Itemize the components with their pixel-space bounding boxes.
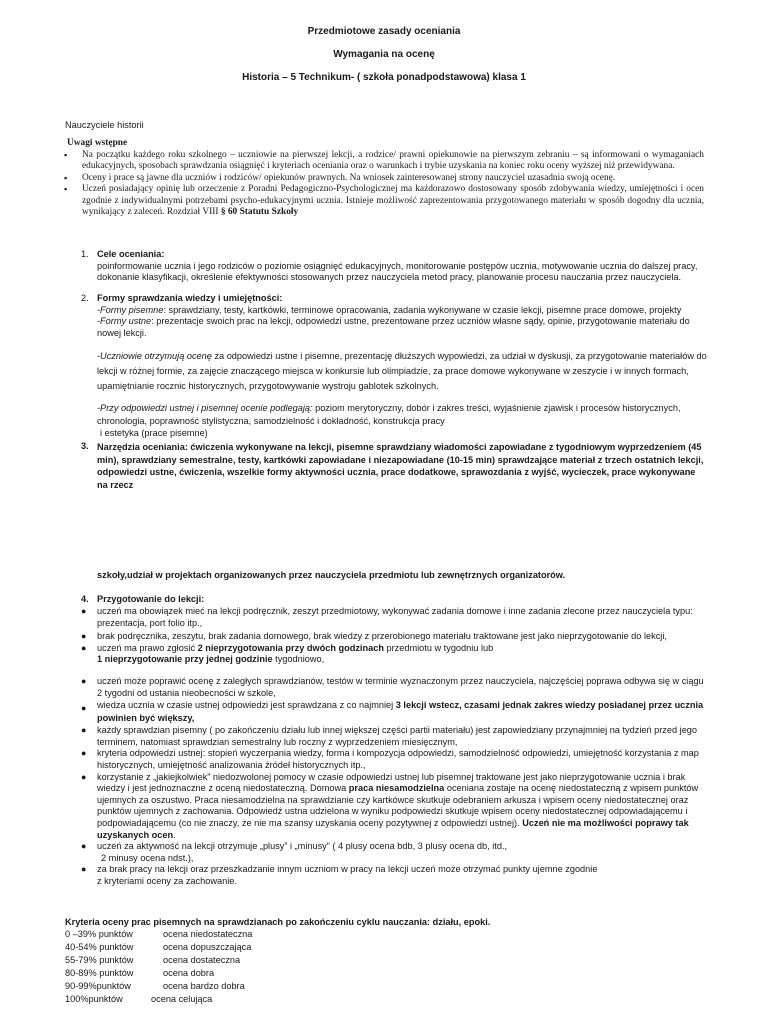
grade-range: 55-79% punktów [65, 955, 134, 965]
grade-label: ocena bardzo dobra [163, 981, 245, 991]
list-item: ● kryteria odpowiedzi ustnej: stopień wyczerpania wiedzy, forma i kompozycja odpowiedzi, samodzielność odpowiedzi, umiejętność korzystania z map historycznych, umiejętność analizowania źródeł historycznych itp., [81, 748, 699, 770]
list-item: ● uczeń za aktywność na lekcji otrzymuje „plusy” i „minusy” ( 4 plusy ocena bdb, 3 plusy ocena db, itd., 2 minusy ocena ndst.), [81, 841, 508, 863]
bullet-icon: ▪ [64, 172, 68, 183]
section-heading: Cele oceniania: [97, 249, 165, 259]
grade-range: 80-89% punktów [65, 968, 134, 978]
list-item: ● uczeń może poprawić ocenę z zaległych sprawdzianów, testów w terminie wyznaczonym przez nauczyciela, najczęściej poprawa odbywa się w ciągu 2 tygodni od ustania nieobecności w szkole, [81, 675, 704, 698]
section-number: 4. [81, 594, 89, 604]
remarks-item [64, 150, 704, 173]
list-item: ● uczeń ma prawo zgłosić 2 nieprzygotowania przy dwóch godzinach przedmiotu w tygodniu lub 1 nieprzygotowanie przy jednej godzinie tygodniowo, [81, 642, 494, 665]
statute-reference: § 60 Statutu Szkoły [220, 207, 299, 218]
preparation-list [81, 606, 711, 887]
table-row [65, 942, 465, 954]
section-heading: Przygotowanie do lekcji: [97, 594, 205, 604]
grade-label: ocena dobra [163, 968, 215, 978]
grade-range: 0 –39% punktów [65, 929, 133, 939]
list-item: ● wiedza ucznia w czasie ustnej odpowiedzi jest sprawdzana z co najmniej 3 lekcji wstecz, czasami jednak zakres wiedzy posiadanej przez ucznia powinien być większy, [81, 700, 704, 724]
grade-range: 100%punktów [65, 994, 123, 1004]
bullet-icon: ● [81, 864, 87, 875]
bullet-icon: ● [81, 748, 87, 759]
assessment-tools: Narzędzia oceniania: ćwiczenia wykonywane na lekcji, pisemne sprawdziany wiadomości zapowiadane z tygodniowym wyprzedzeniem (45 min), sprawdziany semestralne, testy, kartkówki zapowiadane i niezapowiadane (10-15 min) sprawdzające materiał z trzech ostatnich lekcji, odpowiedzi ustne, ćwiczenia, wszelkie formy aktywności ucznia, prace dodatkowe, sprawozdania z wyjść, wycieczek, prace wykonywane na rzecz [97, 442, 704, 490]
remarks-item [64, 173, 704, 184]
section-goals [97, 249, 707, 284]
grade-label: ocena celująca [151, 994, 213, 1004]
document-subtitle: Wymagania na ocenę [333, 49, 435, 60]
grade-label: ocena dostateczna [163, 955, 241, 965]
grade-label: ocena niedostateczna [163, 929, 253, 939]
list-item: ● uczeń ma obowiązek mieć na lekcji podręcznik, zeszyt przedmiotowy, wykonywać zadania domowe i inne zadania zlecone przez nauczyciela typu: prezentacja, port folio itp., [81, 606, 693, 628]
list-item: ● każdy sprawdzian pisemny ( po zakończeniu działu lub innej większej części partii materiału) jest zapowiedziany przynajmniej na tydzień przed jego terminem, natomiast sprawdzian semestralny lub roczny z wyprzedzeniem miesięcznym, [81, 725, 698, 747]
grade-range: 40-54% punktów [65, 942, 134, 952]
table-row [65, 955, 465, 967]
table-row [65, 968, 465, 980]
bullet-icon: ▪ [64, 184, 68, 195]
section-number: 3. [81, 441, 89, 451]
table-row [65, 981, 465, 993]
grade-label: ocena dopuszczająca [163, 942, 252, 952]
bullet-icon: ● [81, 642, 87, 653]
remarks-item-text: Uczeń posiadający opinię lub orzeczenie z Poradni Pedagogiczno-Psychologicznej ma każdorazowo dostosowany sposób zdobywania wiedzy, umiejętności i ocen zgodnie z indywidualnymi potrzebami psycho-edukacyjnymi ucznia. Istnieje możliwość zaprezentowania przygotowanego materiału w sposób dogodny dla ucznia, wynikający z zaleceń. Rozdział VIII [82, 184, 704, 218]
bullet-icon: ● [81, 675, 87, 686]
list-item: ● korzystanie z „jakiejkolwiek” niedozwolonej pomocy w czasie odpowiedzi ustnej lub pisemnej traktowane jest jako nieprzygotowanie ucznia i brak wiedzy i jest jednoznaczne z oceną niedostateczną. Domowa praca niesamodzielna oceniana zostaje na ocenę niedostateczną z wpisem punktów ujemnych za oszustwo. Praca niesamodzielna na sprawdzianie czy kartkówce skutkuje odebraniem arkusza i wpisem oceny niedostatecznej oraz punktów ujemnych z zachowania. Odpowiedź ustna udzielona w wyniku podpowiedzi skutkuje wpisem oceny niedostatecznej odpowiadającemu i podpowiadającemu (co nie znaczy, że nie ma szansy uzyskania oceny pozytywnej z odpowiedzi ustnej). Uczeń nie ma możliwości poprawy tak uzyskanych ocen. [81, 771, 699, 840]
bullet-icon: ● [81, 703, 87, 714]
assessment-tools-continuation: szkoły,udział w projektach organizowanych przez nauczyciela przedmiotu lub zewnętrznych organizatorów. [97, 570, 566, 580]
section-number: 2. [81, 293, 89, 303]
bullet-icon: ● [81, 841, 87, 852]
remarks-item [64, 184, 704, 218]
bullet-icon: ● [81, 725, 87, 736]
evaluated-aspects: -Przy odpowiedzi ustnej i pisemnej ocenie podlegają: poziom merytoryczny, dobór i zakres treści, wyjaśnienie zjawisk i procesów historycznych, chronologia, poprawność stylistyczna, samodzielność i dokładność, konstrukcja pracy [97, 403, 681, 426]
remarks-list [64, 150, 704, 218]
list-item: ● za brak pracy na lekcji oraz przeszkadzanie innym uczniom w pracy na lekcji uczeń może otrzymać punkty ujemne zgodnie z kryteriami oceny za zachowanie. [81, 864, 598, 886]
class-line: Historia – 5 Technikum- ( szkoła ponadpodstawowa) klasa 1 [242, 72, 526, 83]
bullet-icon: ▪ [64, 150, 68, 160]
remarks-item-text: Oceny i prace są jawne dla uczniów i rodziców/ opiekunów prawnych. Na wniosek zainteresowanej strony nauczyciel uzasadnia swoją ocenę. [82, 172, 616, 183]
author-line: Nauczyciele historii [65, 120, 144, 130]
evaluated-aspects-tail: i estetyka (prace pisemne) [100, 427, 208, 438]
section-number: 1. [81, 249, 89, 259]
oral-forms: -Formy ustne: prezentacje swoich prac na lekcji, odpowiedzi ustne, prezentowane przez uczniów własne sądy, opinie, przygotowanie materiału do nowej lekcji. [97, 316, 690, 338]
bullet-icon: ● [81, 771, 87, 782]
criteria-heading: Kryteria oceny prac pisemnych na sprawdzianach po zakończeniu cyklu nauczania: działu, epoki. [65, 917, 491, 927]
remarks-item-text: Na początku każdego roku szkolnego – uczniowie na pierwszej lekcji, a rodzice/ prawni opiekunowie na pierwszym zebraniu – są informowani o wymaganiach edukacyjnych, sposobach sprawdzania osiągnięć i kryteriach oceniania oraz o warunkach i trybie uzyskania na koniec roku oceny wyższej niż przewidywana. [82, 150, 704, 172]
section-text: poinformowanie ucznia i jego rodziców o poziomie osiągnięć edukacyjnych, monitorowanie postępów ucznia, motywowanie ucznia do dalszej pracy, dokonanie klasyfikacji, określenie efektywności stosowanych przez nauczyciela metod pracy, planowanie procesu nauczania przez nauczyciela. [97, 260, 698, 283]
section-heading: Formy sprawdzania wiedzy i umiejętności: [97, 293, 283, 303]
remarks-heading: Uwagi wstępne [67, 138, 128, 148]
table-row [65, 929, 465, 941]
grading-basis: -Uczniowie otrzymują ocenę za odpowiedzi ustne i pisemne, prezentację dłuższych wypowiedzi, za udział w dyskusji, za przygotowanie materiałów do lekcji w różnej formie, za zajęcie znaczącego miejsca w konkursie lub olimpiadzie, za prace domowe wykonywane w zeszycie i w innych formach, upamiętnianie rocznic historycznych, przygotowywanie wystroju gablotek szkolnych. [97, 351, 707, 392]
table-row [65, 994, 465, 1006]
grade-range: 90-99%punktów [65, 981, 131, 991]
written-forms: -Formy pisemne: sprawdziany, testy, kartkówki, terminowe opracowania, zadania wykonywane w czasie lekcji, pisemne prace domowe, projekty [97, 304, 682, 315]
bullet-icon: ● [81, 631, 87, 642]
section-forms [97, 293, 707, 439]
bullet-icon: ● [81, 606, 87, 616]
list-item: ● brak podręcznika, zeszytu, brak zadania domowego, brak wiedzy z przerobionego materiału traktowane jest jako nieprzygotowanie do lekcji, [81, 631, 667, 642]
document-title: Przedmiotowe zasady oceniania [307, 26, 461, 37]
